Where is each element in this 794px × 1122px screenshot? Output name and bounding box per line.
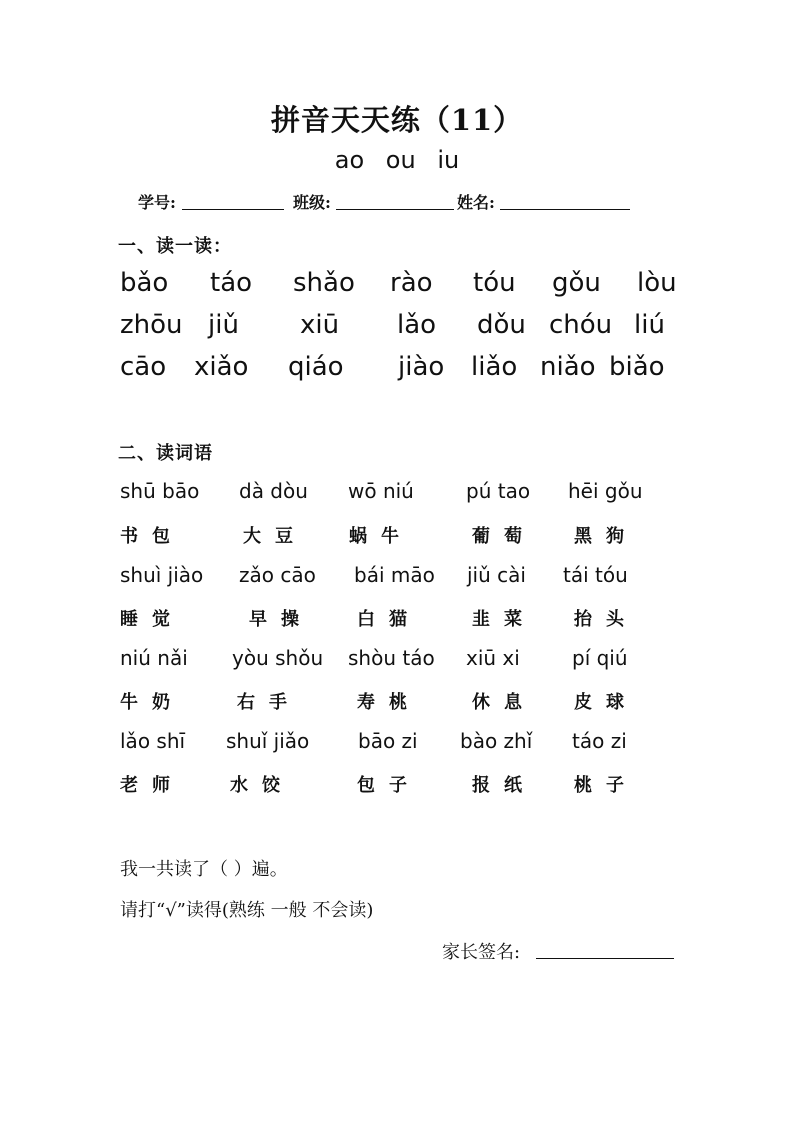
word-hanzi: 寿桃 xyxy=(357,692,421,713)
word-pinyin: shuǐ jiǎo xyxy=(226,729,310,753)
syllable: bǎo xyxy=(120,268,169,298)
student-id-blank[interactable] xyxy=(182,209,284,210)
syllable: dǒu xyxy=(477,310,526,340)
word-pinyin: pí qiú xyxy=(572,646,628,670)
word-hanzi: 书包 xyxy=(120,526,184,547)
word-hanzi: 黑狗 xyxy=(574,526,638,547)
syllable: chóu xyxy=(549,310,613,340)
page-subtitle: ao ou iu xyxy=(334,146,460,174)
word-hanzi: 葡萄 xyxy=(472,526,536,547)
word-pinyin: yòu shǒu xyxy=(232,646,324,670)
word-hanzi: 白猫 xyxy=(357,609,421,630)
page-title: 拼音天天练（11） xyxy=(270,103,524,137)
section-one-heading: 一、读一读： xyxy=(118,236,232,257)
word-pinyin: niú nǎi xyxy=(120,646,188,670)
word-pinyin: bāo zi xyxy=(358,729,418,753)
word-hanzi: 蜗牛 xyxy=(349,526,413,547)
word-pinyin: tái tóu xyxy=(563,563,628,587)
word-pinyin: táo zi xyxy=(572,729,627,753)
word-hanzi: 大豆 xyxy=(243,526,307,547)
syllable: jiǔ xyxy=(208,310,239,340)
syllable: shǎo xyxy=(293,268,355,298)
word-pinyin: jiǔ cài xyxy=(467,563,526,587)
syllable: jiào xyxy=(398,352,445,382)
word-pinyin: dà dòu xyxy=(239,479,308,503)
word-hanzi: 水饺 xyxy=(230,775,294,796)
word-pinyin: lǎo shī xyxy=(120,729,186,753)
word-hanzi: 包子 xyxy=(357,775,421,796)
word-pinyin: hēi gǒu xyxy=(568,479,643,503)
word-pinyin: pú tao xyxy=(466,479,531,503)
word-pinyin: shòu táo xyxy=(348,646,435,670)
syllable: qiáo xyxy=(288,352,344,382)
rating-line: 请打“√”读得(熟练 一般 不会读) xyxy=(120,900,374,921)
word-pinyin: shū bāo xyxy=(120,479,200,503)
word-pinyin: shuì jiào xyxy=(120,563,204,587)
syllable: liǎo xyxy=(471,352,518,382)
word-hanzi: 牛奶 xyxy=(120,692,184,713)
word-pinyin: bái māo xyxy=(354,563,435,587)
word-pinyin: zǎo cāo xyxy=(239,563,316,587)
word-hanzi: 韭菜 xyxy=(472,609,536,630)
word-hanzi: 睡觉 xyxy=(120,609,184,630)
word-hanzi: 报纸 xyxy=(472,775,536,796)
word-hanzi: 右手 xyxy=(237,692,301,713)
word-pinyin: xiū xi xyxy=(466,646,520,670)
word-hanzi: 老师 xyxy=(120,775,184,796)
word-pinyin: wō niú xyxy=(348,479,414,503)
parent-sign-label: 家长签名: xyxy=(442,942,521,963)
parent-sign-blank[interactable] xyxy=(536,958,674,959)
word-hanzi: 皮球 xyxy=(574,692,638,713)
syllable: liú xyxy=(634,310,665,340)
times-read-line: 我一共读了（ ）遍。 xyxy=(120,859,288,880)
syllable: cāo xyxy=(120,352,167,382)
syllable: gǒu xyxy=(552,268,601,298)
class-blank[interactable] xyxy=(336,209,454,210)
word-hanzi: 早操 xyxy=(249,609,313,630)
syllable: rào xyxy=(390,268,433,298)
word-pinyin: bào zhǐ xyxy=(460,729,533,753)
name-label: 姓名: xyxy=(457,193,495,212)
class-label: 班级: xyxy=(293,193,331,212)
word-hanzi: 休息 xyxy=(472,692,536,713)
student-id-label: 学号: xyxy=(138,193,176,212)
name-blank[interactable] xyxy=(500,209,630,210)
word-hanzi: 抬头 xyxy=(574,609,638,630)
syllable: lǎo xyxy=(397,310,437,340)
syllable: biǎo xyxy=(609,352,665,382)
syllable: tóu xyxy=(473,268,516,298)
section-two-heading: 二、读词语 xyxy=(118,443,213,464)
syllable: lòu xyxy=(637,268,677,298)
syllable: zhōu xyxy=(120,310,183,340)
syllable: táo xyxy=(210,268,253,298)
syllable: xiǎo xyxy=(194,352,249,382)
syllable: niǎo xyxy=(540,352,596,382)
syllable: xiū xyxy=(300,310,340,340)
word-hanzi: 桃子 xyxy=(574,775,638,796)
